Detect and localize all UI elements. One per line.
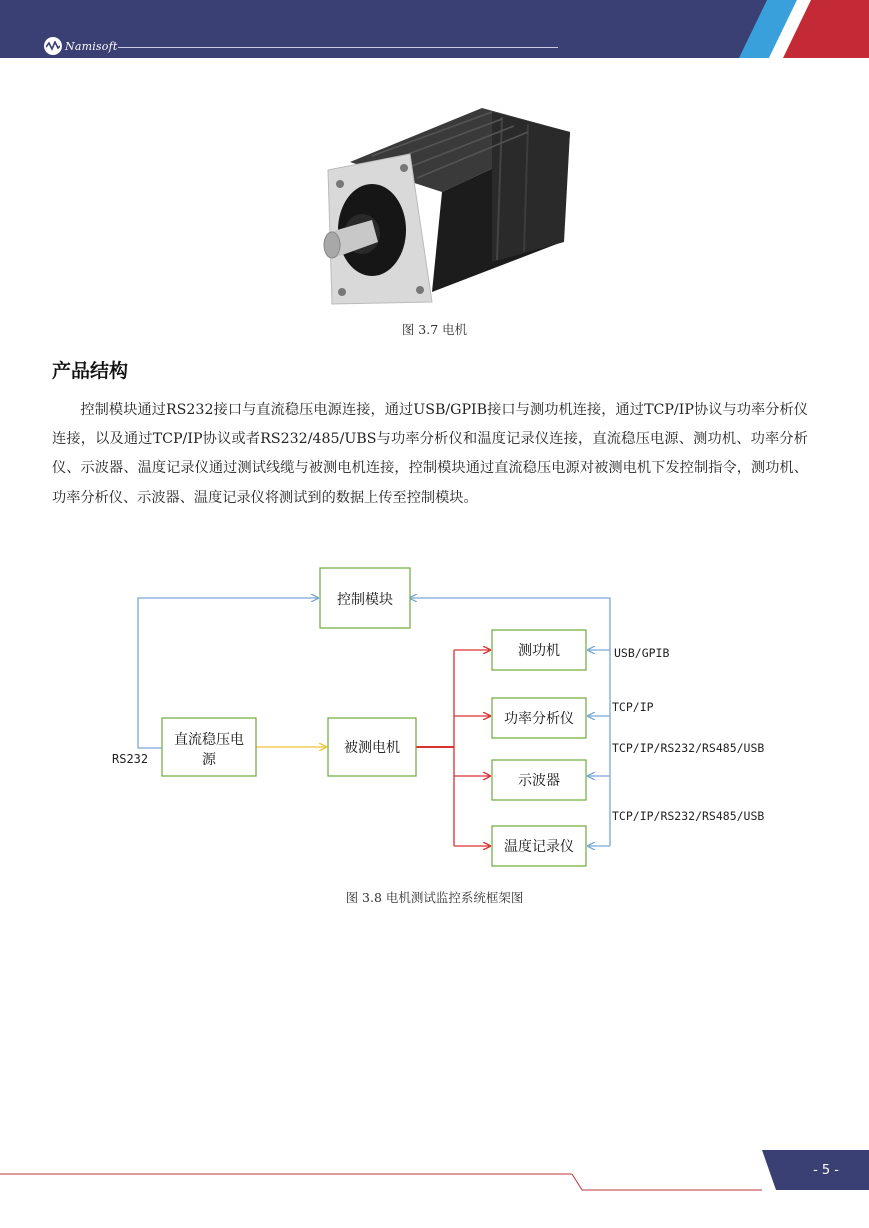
label-usb-gpib: USB/GPIB: [614, 646, 670, 660]
node-temp-recorder: [492, 826, 586, 866]
node-control-module: [320, 568, 410, 628]
node-power-analyzer: [492, 698, 586, 738]
figure2-caption: 图 3.8 电机测试监控系统框架图: [345, 890, 524, 905]
logo-text: Namisoft: [65, 39, 118, 53]
node-motor: [328, 718, 416, 776]
logo-mark-icon: [44, 37, 62, 55]
page-footer: [0, 1150, 869, 1228]
node-dynamometer: [492, 630, 586, 670]
label-tcp-ip: TCP/IP: [612, 700, 654, 714]
system-diagram: [100, 560, 780, 880]
node-power-supply: [162, 718, 256, 776]
node-label-analyzer: 功率分析仪: [504, 711, 574, 727]
motor-photo: [292, 92, 578, 310]
page-header: [0, 0, 869, 58]
node-label-power-1: 直流稳压电: [174, 732, 244, 748]
node-oscilloscope: [492, 760, 586, 800]
figure1-caption: 图 3.7 电机: [401, 322, 468, 337]
header-rule: [118, 47, 558, 48]
node-label-power-2: 源: [202, 752, 216, 768]
node-label-motor: 被测电机: [344, 740, 400, 756]
red-connectors: [416, 650, 490, 846]
node-label-temp: 温度记录仪: [504, 839, 574, 855]
company-logo: [44, 36, 118, 56]
label-tcp-multi-1: TCP/IP/RS232/RS485/USB: [612, 741, 765, 755]
label-tcp-multi-2: TCP/IP/RS232/RS485/USB: [612, 809, 765, 823]
page-number: - 5 -: [813, 1163, 839, 1178]
node-label-dyno: 测功机: [518, 643, 560, 659]
node-label-scope: 示波器: [518, 773, 560, 789]
header-stripes-icon: [719, 0, 869, 58]
section-title: 产品结构: [52, 360, 129, 382]
body-paragraph: 控制模块通过RS232接口与直流稳压电源连接，通过USB/GPIB接口与测功机连接，通过TCP/IP协议与功率分析仪连接，以及通过TCP/IP协议或者RS232/485/UBS与功率分析仪和温度记录仪连接，直流稳压电源、测功机、功率分析仪、示波器、温度记录仪通过测试线缆与被测电机连接，控制模块通过直流稳压电源对被测电机下发控制指令，测功机、功率分析仪、示波器、温度记录仪将测试到的数据上传至控制模块。: [52, 402, 808, 506]
label-rs232: RS232: [112, 752, 149, 766]
node-label-control: 控制模块: [337, 592, 393, 608]
